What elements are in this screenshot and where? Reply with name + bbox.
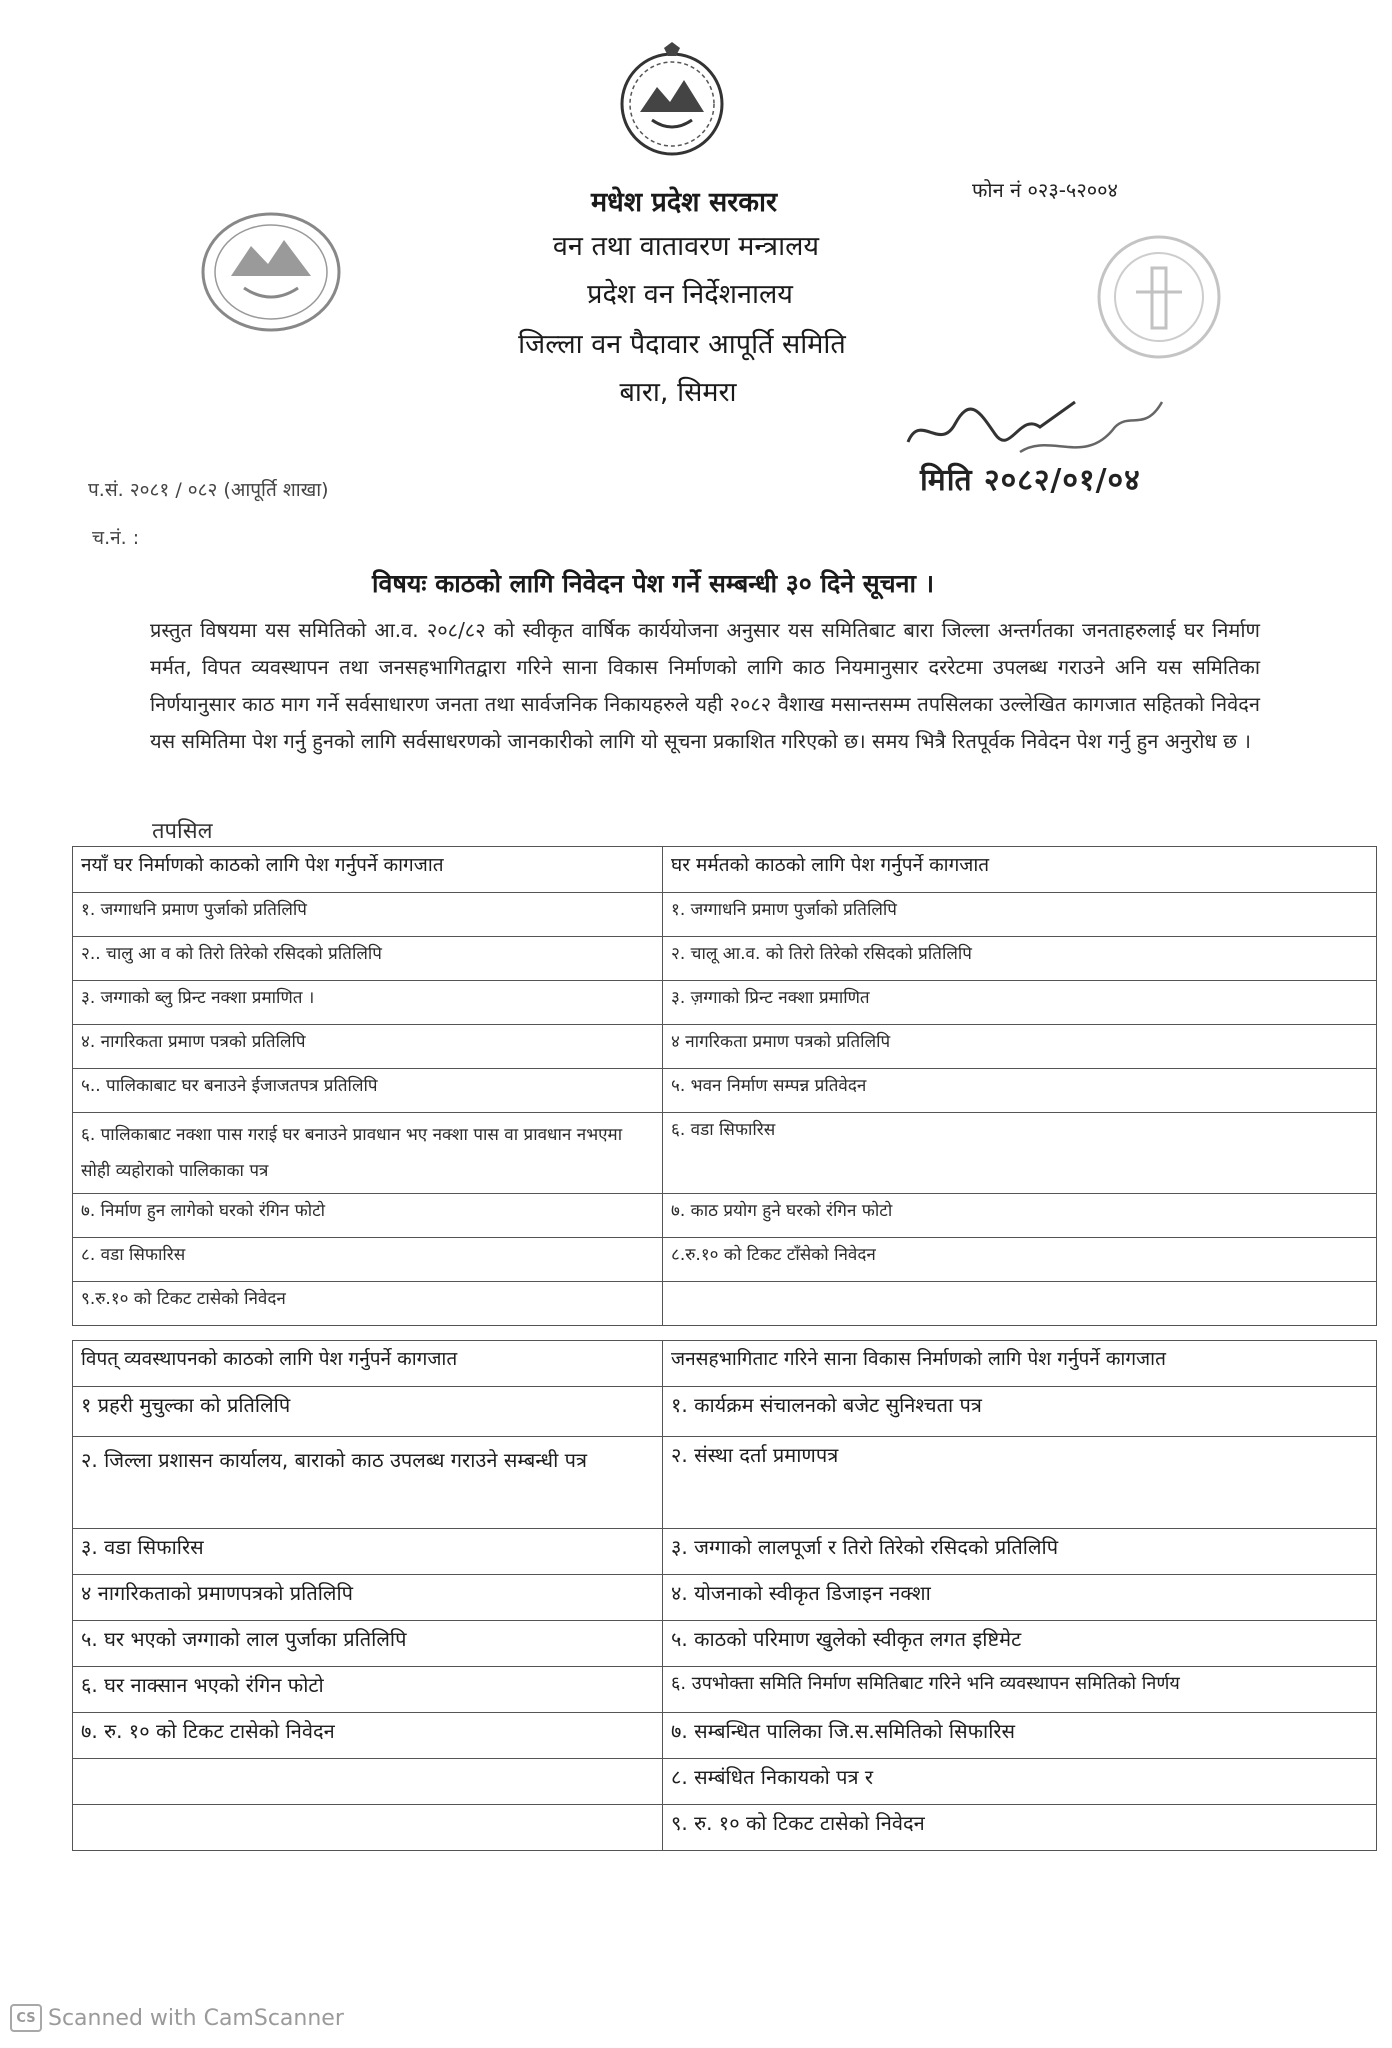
column-header-new-house: नयाँ घर निर्माणको काठको लागि पेश गर्नुपर्ने कागजात [73,847,663,893]
table-cell: २. जिल्ला प्रशासन कार्यालय, बाराको काठ उपलब्ध गराउने सम्बन्धी पत्र [73,1437,663,1529]
table-cell: ७. सम्बन्धित पालिका जि.स.समितिको सिफारिस [663,1713,1377,1759]
table-row [73,1025,1377,1069]
office-phone: फोन नं ०२३-५२००४ [972,178,1118,202]
table-row [73,1529,1377,1575]
table-row [73,1575,1377,1621]
header-committee: जिल्ला वन पैदावार आपूर्ति समिति [518,329,846,360]
table-row [73,1113,1377,1194]
table-cell [663,1282,1377,1326]
documents-table-construction-repair [72,846,1377,1326]
table-cell: ७. काठ प्रयोग हुने घरको रंगिन फोटो [663,1194,1377,1238]
table-row [73,1069,1377,1113]
table-row [73,981,1377,1025]
table-cell: ६. वडा सिफारिस [663,1113,1377,1194]
table-row [73,1759,1377,1805]
table-cell: ३. जग्गाको लालपूर्जा र तिरो तिरेको रसिदको प्रतिलिपि [663,1529,1377,1575]
table-cell: २. चालू आ.व. को तिरो तिरेको रसिदको प्रतिलिपि [663,937,1377,981]
column-header-house-repair: घर मर्मतको काठको लागि पेश गर्नुपर्ने कागजात [663,847,1377,893]
table-cell: ३. जग्गाको ब्लु प्रिन्ट नक्शा प्रमाणित । [73,981,663,1025]
reference-number: प.सं. २०८१ / ०८२ (आपूर्ति शाखा) [88,479,329,501]
documents-table-disaster-development [72,1340,1377,1851]
table-cell [73,1805,663,1851]
table-cell: ५. काठको परिमाण खुलेको स्वीकृत लगत इष्टिमेट [663,1621,1377,1667]
table-cell: ३. ज़ग्गाको प्रिन्ट नक्शा प्रमाणित [663,981,1377,1025]
table-cell: ९. रु. १० को टिकट टासेको निवेदन [663,1805,1377,1851]
table-row [73,1437,1377,1529]
table-row [73,937,1377,981]
table-row [73,1238,1377,1282]
table-cell: २. संस्था दर्ता प्रमाणपत्र [663,1437,1377,1529]
table-cell: ५.. पालिकाबाट घर बनाउने ईजाजतपत्र प्रतिलिपि [73,1069,663,1113]
table-cell: ४. योजनाको स्वीकृत डिजाइन नक्शा [663,1575,1377,1621]
table-cell: ६. उपभोक्ता समिति निर्माण समितिबाट गरिने भनि व्यवस्थापन समितिको निर्णय [663,1667,1377,1713]
table-cell: ७. निर्माण हुन लागेको घरको रंगिन फोटो [73,1194,663,1238]
table-cell: ५. भवन निर्माण सम्पन्न प्रतिवेदन [663,1069,1377,1113]
table-cell: ६. पालिकाबाट नक्शा पास गराई घर बनाउने प्रावधान भए नक्शा पास वा प्रावधान नभएमा सोही व्यहोराको पालिकाका पत्र [73,1113,663,1194]
table-cell: ३. वडा सिफारिस [73,1529,663,1575]
table-cell: ५. घर भएको जग्गाको लाल पुर्जाका प्रतिलिपि [73,1621,663,1667]
table-cell: १. कार्यक्रम संचालनको बजेट सुनिश्चता पत्र [663,1387,1377,1437]
table-cell [73,1759,663,1805]
header-ministry: वन तथा वातावरण मन्त्रालय [552,231,820,262]
table-cell: ७. रु. १० को टिकट टासेको निवेदन [73,1713,663,1759]
table-cell: १. जग्गाधनि प्रमाण पुर्जाको प्रतिलिपि [663,893,1377,937]
nepal-emblem-seal [612,42,732,162]
camscanner-logo-icon: CS [10,2004,42,2032]
notice-subject: विषयः काठको लागि निवेदन पेश गर्ने सम्बन्धी ३० दिने सूचना । [372,569,935,598]
table-row [73,1282,1377,1326]
table-row [73,1713,1377,1759]
column-header-development: जनसहभागिताट गरिने साना विकास निर्माणको लागि पेश गर्नुपर्ने कागजात [663,1341,1377,1387]
table-row [73,1194,1377,1238]
header-province: मधेश प्रदेश सरकार [590,187,778,218]
table-cell: ६. घर नाक्सान भएको रंगिन फोटो [73,1667,663,1713]
table-cell: ९.रु.१० को टिकट टासेको निवेदन [73,1282,663,1326]
table-header-row [73,1341,1377,1387]
dispatch-number: च.नं. : [92,527,140,549]
header-location: बारा, सिमरा [619,377,737,408]
table-cell: २.. चालु आ व को तिरो तिरेको रसिदको प्रतिलिपि [73,937,663,981]
table-row [73,893,1377,937]
issue-date: मिति २०८२/०१/०४ [920,463,1141,498]
schedule-label: तपसिल [152,819,213,844]
table-cell: १. जग्गाधनि प्रमाण पुर्जाको प्रतिलिपि [73,893,663,937]
table-cell: ४ नागरिकता प्रमाण पत्रको प्रतिलिपि [663,1025,1377,1069]
table-row [73,1667,1377,1713]
camscanner-watermark [10,2004,344,2032]
column-header-disaster: विपत् व्यवस्थापनको काठको लागि पेश गर्नुपर्ने कागजात [73,1341,663,1387]
notice-body: प्रस्तुत विषयमा यस समितिको आ.व. २०८/८२ को स्वीकृत वार्षिक कार्ययोजना अनुसार यस समितिबाट बारा जिल्ला अन्तर्गतका जनताहरुलाई घर निर्माण मर्मत, विपत व्यवस्थापन तथा जनसहभागितद्वारा गरिने साना विकास निर्माणको लागि काठ नियमानुसार दररेटमा उपलब्ध गराउने अनि यस समितिका निर्णयानुसार काठ माग गर्ने सर्वसाधारण जनता तथा सार्वजनिक निकायहरुले यही २०८२ वैशाख मसान्तसम्म तपसिलका उल्लेखित कागजात सहितको निवेदन यस समितिमा पेश गर्नु हुनको लागि सर्वसाधरणको जानकारीको लागि यो सूचना प्रकाशित गरिएको छ। समय भित्रै रितपूर्वक निवेदन पेश गर्नु हुन अनुरोध छ । [150,618,1260,753]
table-header-row [73,847,1377,893]
table-cell: ४ नागरिकताको प्रमाणपत्रको प्रतिलिपि [73,1575,663,1621]
table-cell: ८. वडा सिफारिस [73,1238,663,1282]
header-directorate: प्रदेश वन निर्देशनालय [587,279,793,310]
table-row [73,1805,1377,1851]
table-cell: ४. नागरिकता प्रमाण पत्रको प्रतिलिपि [73,1025,663,1069]
watermark-text: Scanned with CamScanner [48,2005,344,2031]
table-cell: १ प्रहरी मुचुल्का को प्रतिलिपि [73,1387,663,1437]
table-cell: ८. सम्बंधित निकायको पत्र र [663,1759,1377,1805]
table-row [73,1387,1377,1437]
table-row [73,1621,1377,1667]
table-cell: ८.रु.१० को टिकट टाँसेको निवेदन [663,1238,1377,1282]
